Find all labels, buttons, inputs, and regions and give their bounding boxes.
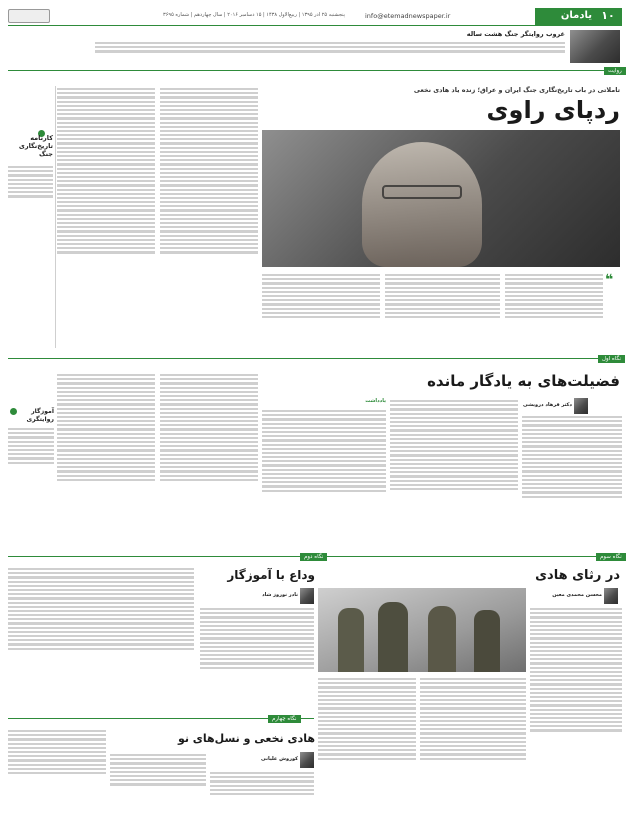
section2-tag: نگاه اول: [598, 355, 625, 363]
author1-name: دکتر فرهاد درویشی: [523, 402, 572, 408]
author-right-photo: [604, 588, 618, 604]
section3-headline-left: وداع با آموزگار: [227, 568, 315, 582]
side-column-text: [8, 164, 53, 224]
header-rule: [8, 25, 622, 26]
left-box-title: آموزگار روایتگری: [26, 408, 54, 423]
main-kicker: تاملاتی در باب تاریخ‌نگاری جنگ ایران و عراق؛ زنده یاد هادی نخعی: [413, 86, 620, 94]
section2-col1: [522, 414, 622, 550]
main-portrait-photo: [262, 130, 620, 267]
author-right-name: محسن محمدی معین: [552, 592, 602, 598]
section3-col3: [318, 676, 416, 812]
side-divider: [55, 86, 56, 348]
section4-tag: نگاه چهارم: [268, 715, 301, 723]
left-box-text: [8, 426, 54, 496]
section2-col2: [390, 398, 518, 550]
page-number: ۱۰: [601, 9, 615, 22]
email-link[interactable]: info@etemadnewspaper.ir: [365, 12, 451, 20]
section3-left-col2: [8, 566, 194, 712]
author-left-photo: [300, 588, 314, 604]
main-lede-col2: [385, 272, 500, 348]
author4-name: کوروش علیانی: [261, 756, 298, 762]
section4-headline: هادی نخعی و نسل‌های نو: [177, 732, 315, 745]
revayat-tag: روایت: [604, 67, 626, 75]
section3-left-tag: نگاه دوم: [300, 553, 327, 561]
section2-headline: فضیلت‌های به یادگار مانده: [427, 372, 620, 390]
author1-photo: [574, 398, 588, 414]
newspaper-logo: [8, 9, 50, 23]
main-lede-col1: [505, 272, 603, 348]
section2-col5: [57, 372, 155, 550]
author2-name: یادداشت: [365, 398, 386, 404]
top-story-text: [95, 40, 565, 66]
section-name: یادمان: [560, 10, 592, 21]
section2-col3: [262, 408, 386, 550]
revayat-rule: [8, 70, 622, 71]
section4-col1: [210, 770, 314, 814]
section2-col4: [160, 372, 258, 550]
section4-col3: [8, 728, 106, 814]
section3-left-col1: [200, 606, 314, 712]
section2-rule: [8, 358, 622, 359]
date-line: پنجشنبه ۲۵ آذر ۱۳۹۵ | ربیع‌الاول ۱۴۳۸ | ۱۵ دسامبر ۲۰۱۶ | سال چهاردهم | شماره ۳۶۹۵: [163, 12, 345, 18]
section4-col2: [110, 752, 206, 814]
top-story-photo: [570, 30, 620, 63]
author4-photo: [300, 752, 314, 768]
section3-headline-right: در رثای هادی: [535, 568, 620, 583]
section3-col1: [530, 606, 622, 812]
main-headline: ردپای راوی: [486, 96, 620, 124]
top-story-title: غروب روایتگر جنگ هشت ساله: [466, 30, 565, 38]
main-body-col4: [160, 86, 258, 348]
side-column-title: کارنامه تاریخ‌نگاری جنگ: [18, 134, 53, 158]
section3-tag: نگاه سوم: [596, 553, 626, 561]
war-photo: [318, 588, 526, 672]
main-lede-col3: [262, 272, 380, 348]
section3-col2: [420, 676, 526, 812]
main-body-col5: [57, 86, 155, 348]
quote-mark: ❝: [605, 272, 614, 288]
author-left-name: نادر نوروز شاد: [262, 592, 298, 598]
